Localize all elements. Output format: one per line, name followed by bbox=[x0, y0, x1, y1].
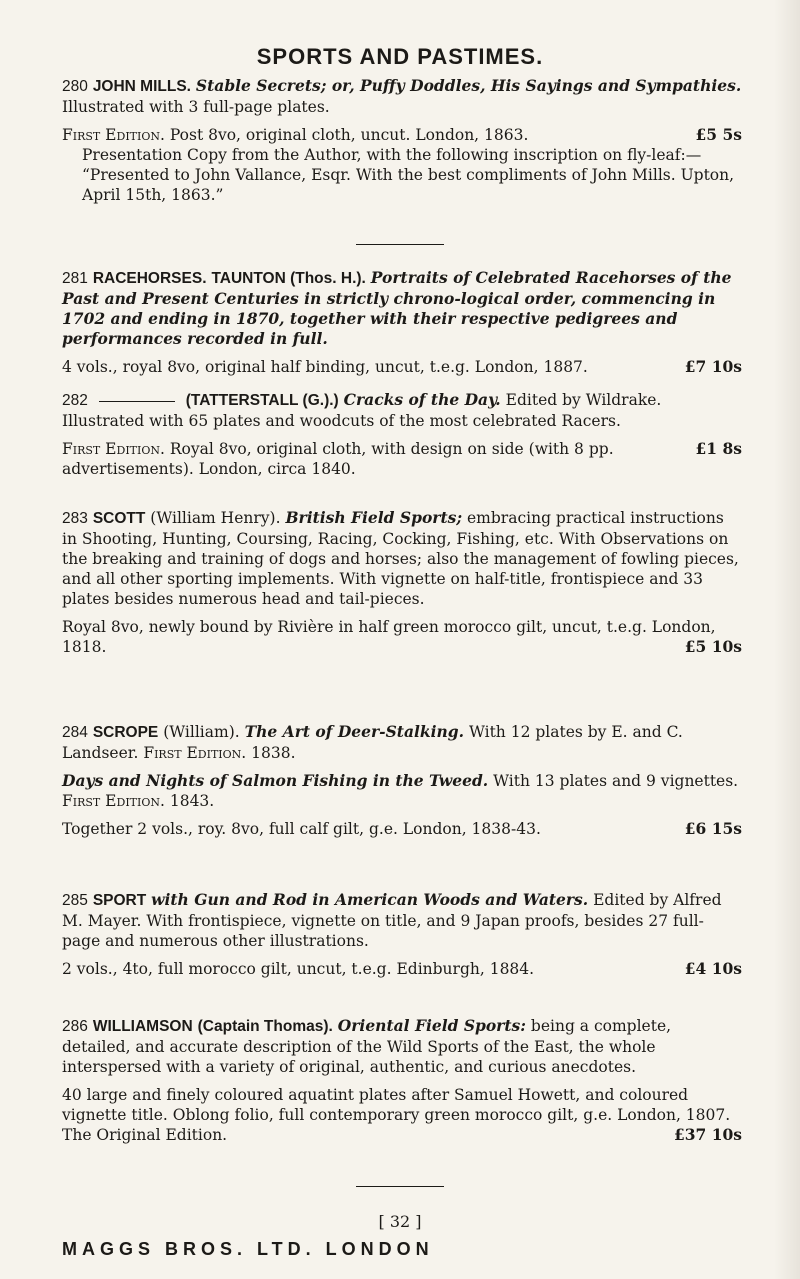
binding-details: Together 2 vols., roy. 8vo, full calf gilt, g.e. London, 1838-43. bbox=[62, 820, 541, 838]
entry-282 bbox=[62, 390, 742, 479]
binding-details: Post 8vo, original cloth, uncut. London, 1863. bbox=[169, 126, 529, 144]
price: £37 10s bbox=[673, 1125, 742, 1144]
book-description: Edited by Alfred M. Mayer. With frontispiece, vignette on title, and 9 Japan proofs, besides 27 full-page and numerous other illustrations. bbox=[62, 891, 722, 950]
lot-name: SPORT bbox=[92, 892, 147, 909]
entry-heading bbox=[62, 890, 742, 951]
book-description: Illustrated with 3 full-page plates. bbox=[62, 98, 330, 116]
entry-heading bbox=[62, 390, 742, 431]
book-description: With 12 plates by E. and C. Landseer. bbox=[62, 723, 683, 762]
entry-281 bbox=[62, 268, 742, 377]
binding-details: 40 large and finely coloured aquatint plates after Samuel Howett, and coloured vignette title. Oblong folio, full contemporary green morocco gilt, g.e. London, 1807. bbox=[62, 1086, 731, 1124]
lot-number: 280 bbox=[62, 78, 88, 95]
price: £7 10s bbox=[684, 357, 742, 376]
page-edge-shadow bbox=[774, 0, 800, 1279]
book-title: Oriental Field Sports: bbox=[337, 1016, 526, 1035]
lot-number: 286 bbox=[62, 1018, 88, 1035]
ditto-dash bbox=[99, 401, 175, 402]
book-title-2: Days and Nights of Salmon Fishing in the Tweed. bbox=[62, 771, 489, 790]
price: £5 10s bbox=[684, 637, 742, 656]
author: (TATTERSTALL (G.).) bbox=[185, 392, 339, 409]
edition-note: First Edition. 1838. bbox=[143, 744, 296, 762]
entry-details bbox=[62, 959, 742, 979]
entry-heading bbox=[62, 508, 742, 609]
book-description: Edited by Wildrake. Illustrated with 65 plates and woodcuts of the most celebrated Racers. bbox=[62, 391, 662, 430]
book-title: The Art of Deer-Stalking. bbox=[244, 722, 465, 741]
price: £5 5s bbox=[695, 125, 742, 144]
author: (William). bbox=[163, 723, 240, 741]
entry-details bbox=[62, 819, 742, 839]
binding-details: Royal 8vo, original cloth, with design on side (with 8 pp. advertisements). London, circa 1840. bbox=[62, 440, 614, 478]
book-description: being a complete, detailed, and accurate description of the Wild Sports of the East, the whole interspersed with a variety of original, authentic, and curious anecdotes. bbox=[62, 1017, 672, 1076]
binding-details: 4 vols., royal 8vo, original half binding, uncut, t.e.g. London, 1887. bbox=[62, 358, 588, 376]
entry-details bbox=[62, 617, 742, 657]
lot-number: 282 bbox=[62, 392, 88, 409]
lot-name: SCROPE bbox=[92, 724, 159, 741]
entry-heading bbox=[62, 268, 742, 349]
note: Presentation Copy from the Author, with the following inscription on fly-leaf:— bbox=[82, 146, 702, 164]
lot-name: RACEHORSES. bbox=[92, 270, 207, 287]
price: £1 8s bbox=[695, 439, 742, 458]
page-title: SPORTS AND PASTIMES. bbox=[256, 44, 544, 69]
book-title: Cracks of the Day. bbox=[343, 390, 501, 409]
entry-details bbox=[62, 357, 742, 377]
entry-283 bbox=[62, 508, 742, 657]
price: £4 10s bbox=[684, 959, 742, 978]
lot-number: 283 bbox=[62, 510, 88, 527]
entry-second-title bbox=[62, 771, 742, 811]
edition-note-2: First Edition. 1843. bbox=[62, 792, 215, 810]
author: (William Henry). bbox=[150, 509, 281, 527]
lot-name: WILLIAMSON bbox=[92, 1018, 193, 1035]
binding-details: Royal 8vo, newly bound by Rivière in half green morocco gilt, uncut, t.e.g. London, 1818. bbox=[62, 618, 716, 656]
binding-details: 2 vols., 4to, full morocco gilt, uncut, t.e.g. Edinburgh, 1884. bbox=[62, 960, 535, 978]
lot-number: 285 bbox=[62, 892, 88, 909]
edition-note: First Edition. bbox=[62, 440, 165, 458]
section-divider bbox=[356, 244, 444, 245]
entry-285 bbox=[62, 890, 742, 979]
entry-heading bbox=[62, 76, 742, 117]
book-description: embracing practical instructions in Shooting, Hunting, Coursing, Racing, Cocking, Fishing, etc. With Observations on the breaking and training of dogs and horses; also the management of fowling pieces, and all other sporting implements. With vignette on half-title, frontispiece and 33 plates besides numerous head and tail-pieces. bbox=[62, 509, 739, 608]
lot-name: JOHN MILLS. bbox=[92, 78, 191, 95]
note: The Original Edition. bbox=[62, 1126, 228, 1144]
edition-note: First Edition. bbox=[62, 126, 165, 144]
entry-heading bbox=[62, 722, 742, 763]
entry-286 bbox=[62, 1016, 742, 1145]
book-title: Portraits of Celebrated Racehorses of the Past and Present Centuries in strictly chrono-logical order, commencing in 1702 and ending in 1870, together with their respective pedigrees and performances recorded in full. bbox=[62, 268, 732, 348]
lot-number: 284 bbox=[62, 724, 88, 741]
price: £6 15s bbox=[684, 819, 742, 838]
author: (Captain Thomas). bbox=[197, 1018, 333, 1035]
book-description-2: With 13 plates and 9 vignettes. bbox=[493, 772, 739, 790]
book-title: British Field Sports; bbox=[285, 508, 463, 527]
entry-280 bbox=[62, 76, 742, 205]
lot-name: SCOTT bbox=[92, 510, 146, 527]
section-divider bbox=[356, 1186, 444, 1187]
book-title: with Gun and Rod in American Woods and Waters. bbox=[151, 890, 589, 909]
book-title: Stable Secrets; or, Puffy Doddles, His Sayings and Sympathies. bbox=[195, 76, 742, 95]
lot-number: 281 bbox=[62, 270, 88, 287]
inscription: “Presented to John Vallance, Esqr. With the best compliments of John Mills. Upton, April 15th, 1863.” bbox=[82, 166, 735, 204]
author: TAUNTON (Thos. H.). bbox=[211, 270, 366, 287]
page-number: [ 32 ] bbox=[378, 1212, 422, 1231]
publisher-imprint: MAGGS BROS. LTD. LONDON bbox=[62, 1239, 434, 1259]
entry-284 bbox=[62, 722, 742, 839]
entry-details bbox=[62, 125, 742, 145]
entry-heading bbox=[62, 1016, 742, 1077]
entry-details bbox=[62, 439, 742, 479]
